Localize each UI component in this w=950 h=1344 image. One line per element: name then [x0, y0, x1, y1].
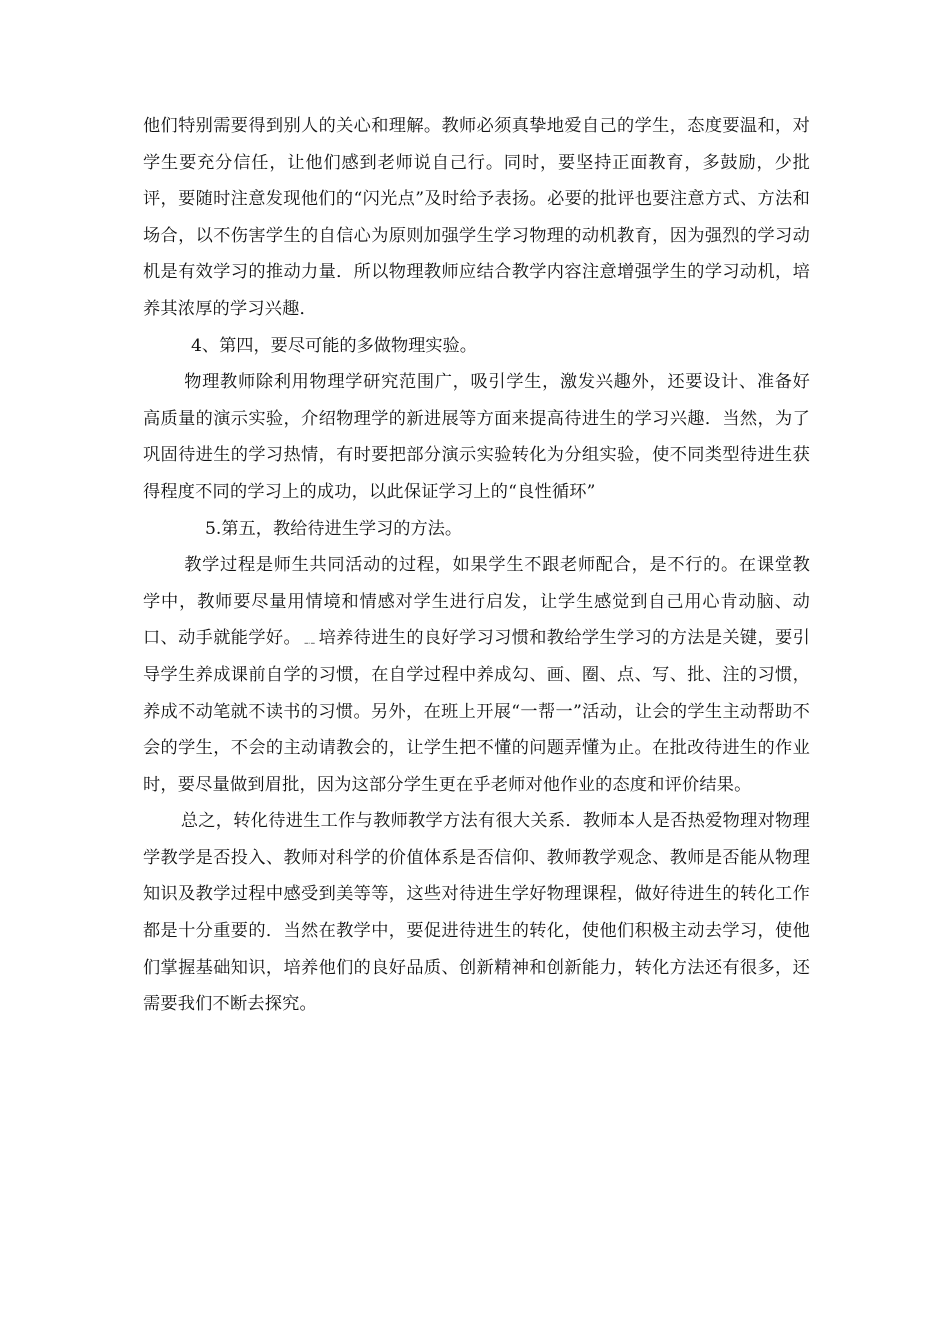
paragraph-continuation: 他们特别需要得到别人的关心和理解。教师必须真挚地爱自己的学生，态度要温和，对学生要充分信任，让他们感到老师说自己行。同时，要坚持正面教育，多鼓励，少批评，要随时注意发现他们的“闪光点”及时给予表扬。必要的批评也要注意方式、方法和场合，以不伤害学生的自信心为原则加强学生学习物理的动机教育，因为强烈的学习动机是有效学习的推动力量．所以物理教师应结合教学内容注意增强学生的学习动机，培养其浓厚的学习兴趣． — [143, 116, 810, 319]
document-body — [143, 108, 810, 1023]
section-heading-5: 5.第五，教给待进生学习的方法。 — [205, 518, 463, 539]
paragraph-learning-methods: 教学过程是师生共同活动的过程，如果学生不跟老师配合，是不行的。在课堂教学中，教师要尽量用情境和情感对学生进行启发，让学生感觉到自己用心肯动脑、动口、动手就能学好。﹎培养待进生的良好学习习惯和教给学生学习的方法是关键，要引导学生养成课前自学的习惯，在自学过程中养成勾、画、圈、点、写、批、注的习惯，养成不动笔就不读书的习惯。另外，在班上开展“一帮一”活动，让会的学生主动帮助不会的学生，不会的主动请教会的，让学生把不懂的问题弄懂为止。在批改待进生的作业时，要尽量做到眉批，因为这部分学生更在乎老师对他作业的态度和评价结果。 — [143, 555, 810, 795]
paragraph-conclusion: 总之，转化待进生工作与教师教学方法有很大关系．教师本人是否热爱物理对物理学教学是否投入、教师对科学的价值体系是否信仰、教师教学观念、教师是否能从物理知识及教学过程中感受到美等等，这些对待进生学好物理课程，做好待进生的转化工作都是十分重要的．当然在教学中，要促进待进生的转化，使他们积极主动去学习，使他们掌握基础知识，培养他们的良好品质、创新精神和创新能力，转化方法还有很多，还需要我们不断去探究。 — [143, 811, 810, 1015]
paragraph-experiments: 物理教师除利用物理学研究范围广，吸引学生，激发兴趣外，还要设计、准备好高质量的演示实验，介绍物理学的新进展等方面来提高待进生的学习兴趣．当然，为了巩固待进生的学习热情，有时要把部分演示实验转化为分组实验，使不同类型待进生获得程度不同的学习上的成功，以此保证学习上的“良性循环” — [143, 372, 810, 502]
section-heading-4: 4、第四，要尽可能的多做物理实验。 — [191, 335, 477, 356]
